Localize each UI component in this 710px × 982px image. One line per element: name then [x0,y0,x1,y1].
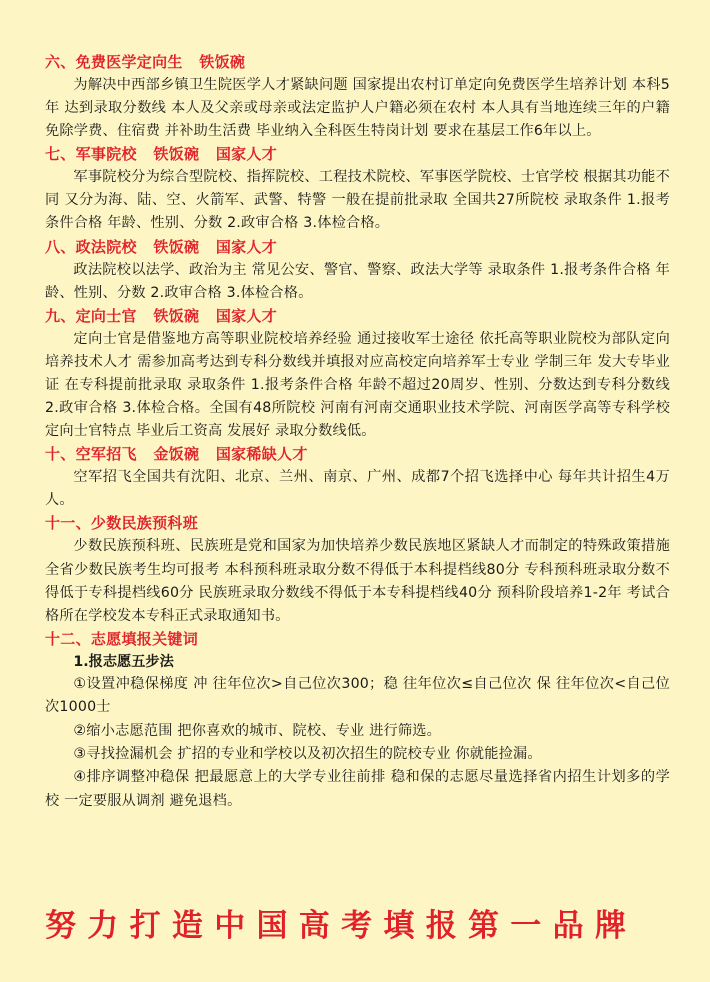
section-minority-preparatory [45,513,670,627]
section-paragraph: 少数民族预科班、民族班是党和国家为加快培养少数民族地区紧缺人才而制定的特殊政策措施 全省少数民族考生均可报考 本科预科班录取分数不得低于本科提档线80分 专科预科班录取分数不得低于专科提档线60分 民族班录取分数线不得低于本专科提档线40分 预科阶段培养1-2年 考试合格所在学校发本专科正式录取通知书。 [45,538,670,624]
section-heading: 九、定向士官 铁饭碗 国家人才 [45,306,278,325]
section-heading: 十二、志愿填报关键词 [45,629,199,648]
step-item: ①设置冲稳保梯度 冲 往年位次>自己位次300；稳 往年位次≤自己位次 保 往年位次<自己位次1000士 [45,675,670,716]
section-heading: 十一、少数民族预科班 [45,514,199,533]
section-directed-nco [45,306,670,443]
section-heading: 十、空军招飞 金饭碗 国家稀缺人才 [45,445,308,464]
section-air-force-pilots [45,444,670,512]
section-heading: 六、免费医学定向生 铁饭碗 [45,53,246,71]
section-law-academies [45,237,670,305]
section-military-academies [45,144,670,235]
section-paragraph: 军事院校分为综合型院校、指挥院校、工程技术院校、军事医学院校、士官学校 根据其功能不同 又分为海、陆、空、火箭军、武警、特警 一般在提前批录取 全国共27所院校 录取条件 1.报考条件合格 年龄、性别、分数 2.政审合格 3.体检合格。 [45,169,670,232]
step-item: ④排序调整冲稳保 把最愿意上的大学专业往前排 稳和保的志愿尽量选择省内招生计划多的学校 一定要服从调剂 避免退档。 [45,769,670,809]
section-application-keywords [45,629,670,813]
step-item: ③寻找捡漏机会 扩招的专业和学校以及初次招生的院校专业 你就能捡漏。 [73,746,542,762]
five-step-method-heading: 1.报志愿五步法 [73,653,174,670]
section-paragraph: 定向士官是借鉴地方高等职业院校培养经验 通过接收军士途径 依托高等职业院校为部队定向培养技术人才 需参加高考达到专科分数线并填报对应高校定向培养军士专业 学制三年 发大专毕业证 在专科提前批录取 录取条件 1.报考条件合格 年龄不超过20周岁、性别、分数达到专科分数线 2.政审合格 3.体检合格。全国有48所院校 河南有河南交通职业技术学院、河南医学高等专科学校 定向士官特点 毕业后工资高 发展好 录取分数线低。 [45,330,670,440]
slogan-banner: 努力打造中国高考填报第一品牌 [45,908,638,944]
section-heading: 七、军事院校 铁饭碗 国家人才 [45,145,278,164]
step-item: ②缩小志愿范围 把你喜欢的城市、院校、专业 进行筛选。 [73,722,442,739]
section-heading: 八、政法院校 铁饭碗 国家人才 [45,237,278,256]
section-free-medical-student [45,52,670,143]
document-body [45,52,670,813]
section-paragraph: 为解决中西部乡镇卫生院医学人才紧缺问题 国家提出农村订单定向免费医学生培养计划 本科5年 达到录取分数线 本人及父亲或母亲或法定监护人户籍必须在农村 本人具有当地连续三年的户籍 免除学费、住宿费 并补助生活费 毕业纳入全科医生特岗计划 要求在基层工作6年以上。 [45,77,670,140]
section-paragraph: 政法院校以法学、政治为主 常见公安、警官、警察、政法大学等 录取条件 1.报考条件合格 年龄、性别、分数 2.政审合格 3.体检合格。 [45,261,670,301]
section-paragraph: 空军招飞全国共有沈阳、北京、兰州、南京、广州、成都7个招飞选择中心 每年共计招生4万人。 [45,469,670,509]
